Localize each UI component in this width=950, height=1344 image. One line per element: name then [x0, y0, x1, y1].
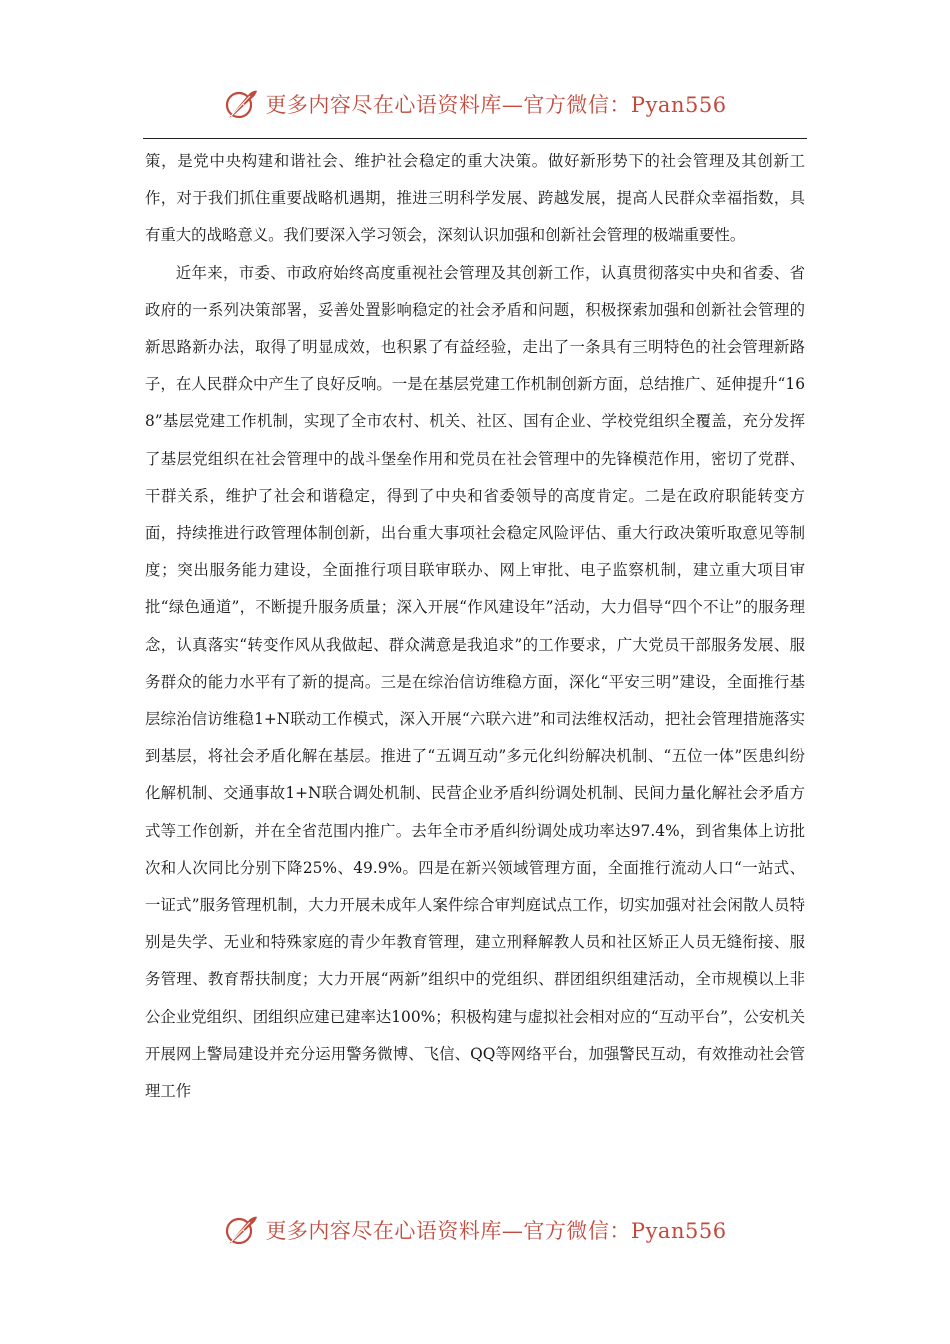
header-brand-text: 更多内容尽在心语资料库—官方微信：Pyan556 — [265, 93, 727, 117]
page-header — [0, 82, 950, 126]
page-footer — [0, 1208, 950, 1252]
quill-pen-logo-icon — [223, 86, 259, 122]
header-brand — [223, 86, 726, 122]
paragraph-1: 策，是党中央构建和谐社会、维护社会稳定的重大决策。做好新形势下的社会管理及其创新工作，对于我们抓住重要战略机遇期，推进三明科学发展、跨越发展，提高人民群众幸福指数，具有重大的战略意义。我们要深入学习领会，深刻认识加强和创新社会管理的极端重要性。 — [145, 152, 805, 245]
quill-pen-logo-icon — [223, 1212, 259, 1248]
footer-brand-text: 更多内容尽在心语资料库—官方微信：Pyan556 — [265, 1219, 727, 1243]
footer-brand — [223, 1212, 726, 1248]
header-divider — [143, 138, 807, 139]
paragraph-2: 近年来，市委、市政府始终高度重视社会管理及其创新工作，认真贯彻落实中央和省委、省政府的一系列决策部署，妥善处置影响稳定的社会矛盾和问题，积极探索加强和创新社会管理的新思路新办法，取得了明显成效，也积累了有益经验，走出了一条具有三明特色的社会管理新路子，在人民群众中产生了良好反响。一是在基层党建工作机制创新方面，总结推广、延伸提升“168”基层党建工作机制，实现了全市农村、机关、社区、国有企业、学校党组织全覆盖，充分发挥了基层党组织在社会管理中的战斗堡垒作用和党员在社会管理中的先锋模范作用，密切了党群、干群关系，维护了社会和谐稳定，得到了中央和省委领导的高度肯定。二是在政府职能转变方面，持续推进行政管理体制创新，出台重大事项社会稳定风险评估、重大行政决策听取意见等制度；突出服务能力建设，全面推行项目联审联办、网上审批、电子监察机制，建立重大项目审批“绿色通道”，不断提升服务质量；深入开展“作风建设年”活动，大力倡导“四个不让”的服务理念，认真落实“转变作风从我做起、群众满意是我追求”的工作要求，广大党员干部服务发展、服务群众的能力水平有了新的提高。三是在综治信访维稳方面，深化“平安三明”建设，全面推行基层综治信访维稳1+N联动工作模式，深入开展“六联六进”和司法维权活动，把社会管理措施落实到基层，将社会矛盾化解在基层。推进了“五调互动”多元化纠纷解决机制、“五位一体”医患纠纷化解机制、交通事故1+N联合调处机制、民营企业矛盾纠纷调处机制、民间力量化解社会矛盾方式等工作创新，并在全省范围内推广。去年全市矛盾纠纷调处成功率达97.4%，到省集体上访批次和人次同比分别下降25%、49.9%。四是在新兴领域管理方面，全面推行流动人口“一站式、一证式”服务管理机制，大力开展未成年人案件综合审判庭试点工作，切实加强对社会闲散人员特别是失学、无业和特殊家庭的青少年教育管理，建立刑释解教人员和社区矫正人员无缝衔接、服务管理、教育帮扶制度；大力开展“两新”组织中的党组织、群团组织组建活动，全市规模以上非公企业党组织、团组织应建已建率达100%；积极构建与虚拟社会相对应的“互动平台”，公安机关开展网上警局建设并充分运用警务微博、飞信、QQ等网络平台，加强警民互动，有效推动社会管理工作 — [145, 263, 805, 1101]
document-body — [145, 143, 805, 1110]
